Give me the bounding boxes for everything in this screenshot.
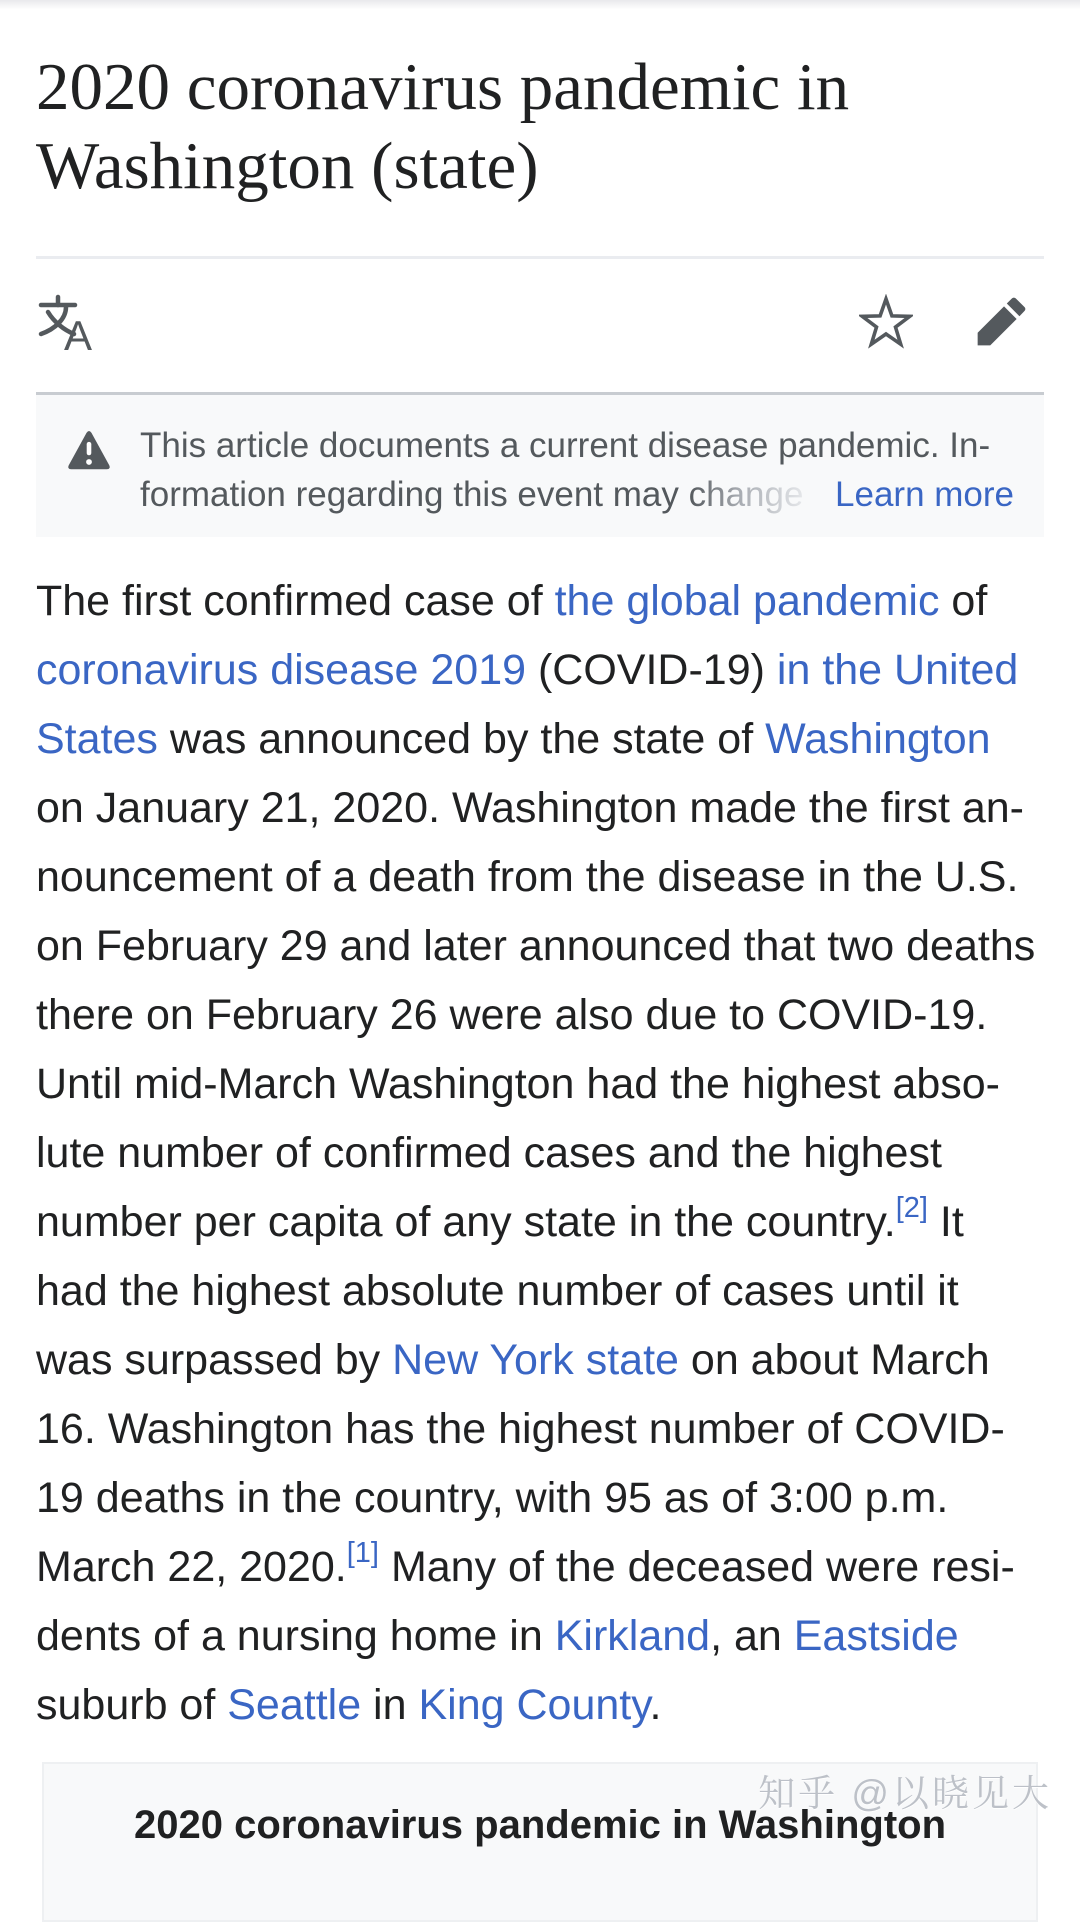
text-line — [36, 1188, 1044, 1257]
star-icon — [859, 294, 913, 353]
text-span: The first confirmed case of — [36, 577, 555, 625]
text-line — [36, 567, 1044, 636]
pencil-icon — [975, 295, 1028, 351]
text-line — [36, 1257, 1044, 1326]
text-span: It — [927, 1198, 964, 1246]
text-span: . — [649, 1681, 662, 1729]
text-span: March 22, 2020. — [36, 1543, 347, 1591]
text-span: Many of the deceased were resi- — [379, 1543, 1015, 1591]
text-line — [36, 1671, 1044, 1740]
text-span: Until mid-March Washington had the highest abso- — [36, 1060, 1000, 1108]
text-span: on January 21, 2020. Washington made the first an- — [36, 784, 1024, 832]
text-span: had the highest absolute number of cases until it — [36, 1267, 959, 1315]
reference-link[interactable]: [1] — [346, 1536, 379, 1569]
text-line — [36, 636, 1044, 705]
text-span: dents of a nursing home in — [36, 1612, 555, 1660]
edit-button[interactable] — [975, 295, 1028, 351]
article-link[interactable]: the global pandemic — [554, 577, 940, 625]
article-link[interactable]: States — [36, 715, 158, 763]
text-line — [36, 1533, 1044, 1602]
text-span: was announced by the state of — [157, 715, 766, 763]
learn-more-link[interactable]: Learn more — [821, 475, 1014, 515]
article-link[interactable]: coronavirus disease 2019 — [36, 646, 527, 694]
text-span: nouncement of a death from the disease in the U.S. — [36, 853, 1019, 901]
text-line — [36, 843, 1044, 912]
text-span: number per capita of any state in the country. — [36, 1198, 896, 1246]
text-line — [36, 705, 1044, 774]
text-span: 16. Washington has the highest number of COVID- — [36, 1405, 1005, 1453]
zhihu-watermark: 知乎 @以晓见大 — [758, 1773, 1052, 1814]
text-line — [36, 912, 1044, 981]
text-span: was surpassed by — [36, 1336, 393, 1384]
text-span: on about March — [678, 1336, 990, 1384]
article-paragraph — [36, 567, 1044, 1740]
text-line — [36, 1395, 1044, 1464]
text-span: 19 deaths in the country, with 95 as of 3:00 p.m. — [36, 1474, 949, 1522]
text-span: on February 29 and later announced that two deaths — [36, 922, 1036, 970]
text-line — [36, 1464, 1044, 1533]
article-link[interactable]: King County — [418, 1681, 650, 1729]
warning-triangle-icon — [66, 428, 112, 519]
article-link[interactable]: Eastside — [793, 1612, 959, 1660]
current-event-notice — [36, 392, 1044, 537]
language-icon — [36, 292, 102, 355]
text-span: , an — [710, 1612, 794, 1660]
text-span: of — [939, 577, 988, 625]
article-link[interactable]: New York state — [392, 1336, 679, 1384]
text-line — [36, 1602, 1044, 1671]
article-link[interactable]: Seattle — [227, 1681, 362, 1729]
svg-text:A: A — [64, 311, 93, 352]
reference-link[interactable]: [2] — [895, 1191, 928, 1224]
article-page — [0, 48, 1080, 1922]
article-link[interactable]: Washington — [765, 715, 991, 763]
text-line — [36, 981, 1044, 1050]
article-link[interactable]: in the United — [776, 646, 1019, 694]
infobox-title: 2020 coronavirus pandemic in Washington — [133, 1803, 947, 1847]
text-line — [36, 1326, 1044, 1395]
page-title: 2020 coronavirus pandemic in Washington (state) — [36, 50, 850, 203]
text-line — [36, 774, 1044, 843]
text-span: suburb of — [36, 1681, 228, 1729]
top-edge-shadow — [0, 0, 1080, 9]
watch-star-button[interactable] — [859, 294, 913, 353]
language-button[interactable] — [36, 292, 102, 355]
text-line — [36, 1050, 1044, 1119]
text-span: lute number of confirmed cases and the highest — [36, 1129, 942, 1177]
notice-line-2: formation regarding this event may change — [140, 475, 804, 514]
article-link[interactable]: Kirkland — [554, 1612, 711, 1660]
article-toolbar — [36, 293, 1044, 353]
title-divider — [36, 256, 1044, 259]
notice-line-1: This article documents a current disease pandemic. In- — [140, 426, 991, 465]
text-line — [36, 1119, 1044, 1188]
fading-text: change — [688, 475, 804, 514]
text-span: there on February 26 were also due to COVID-19. — [36, 991, 988, 1039]
text-span: in — [361, 1681, 419, 1729]
text-span: (COVID-19) — [526, 646, 777, 694]
